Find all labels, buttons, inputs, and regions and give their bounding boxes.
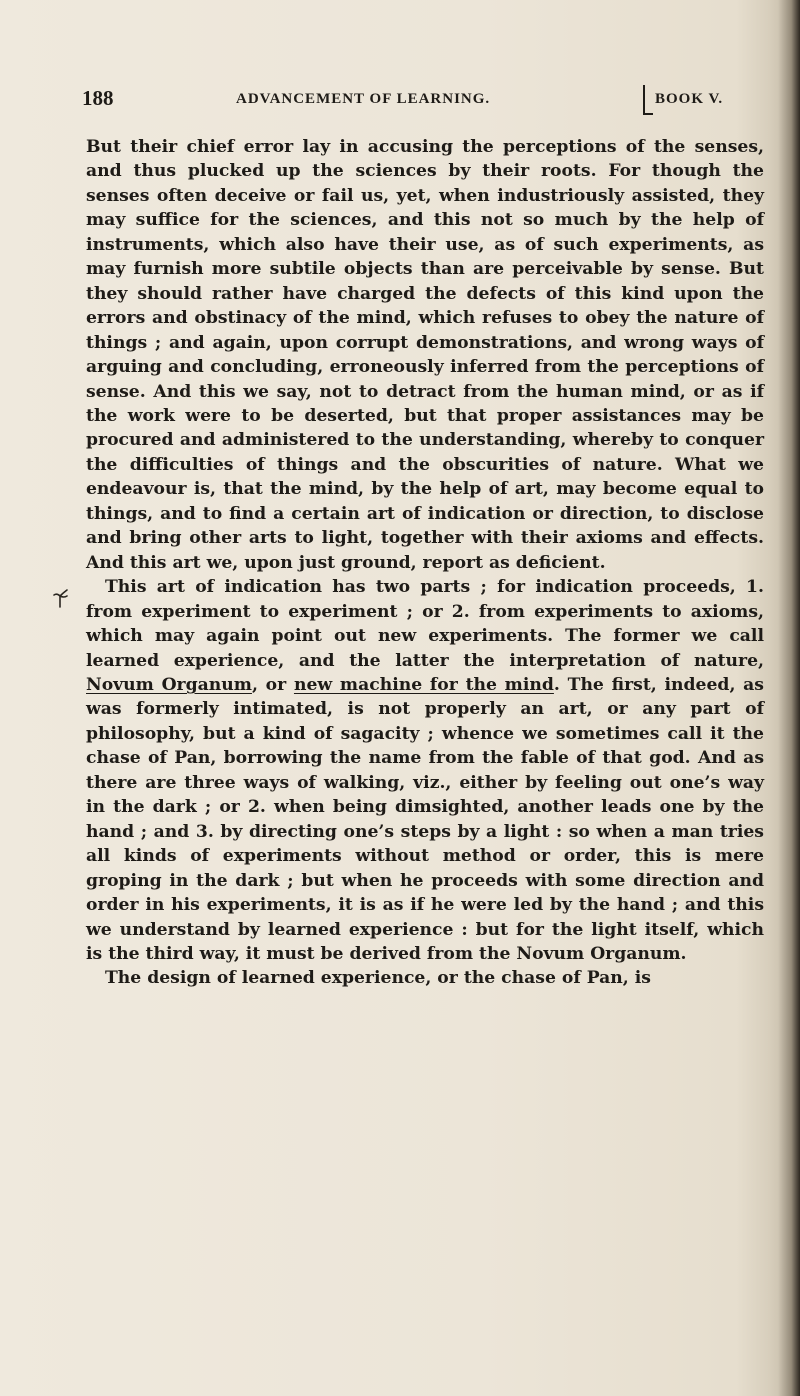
paragraph-3: The design of learned experience, or the chase of Pan, is <box>105 968 651 989</box>
running-title: ADVANCEMENT OF LEARNING. <box>236 91 491 107</box>
paragraph-2-start: This art of indication has two parts ; for indication proceeds, 1. from experiment to experiment ; or 2. from experiments to axioms, which may again point out new experiments. The former we call learned experience, and the latter the interpretation of nature, <box>86 577 764 671</box>
page-number: 188 <box>82 86 114 110</box>
new-machine-underlined: new machine for the mind <box>293 674 554 695</box>
paragraph-2-join: , or <box>251 674 294 695</box>
body-text <box>86 135 764 991</box>
paragraph-1: But their chief error lay in accusing the perceptions of the senses, and thus plucked up the sciences by their roots. For though the senses often deceive or fail us, yet, when industriously assisted, they may suffice for the sciences, and this not so much by the help of instruments, which also have their use, as of such experiments, as may furnish more subtile objects than are perceivable by sense. But they should rather have charged the defects of this kind upon the errors and obstinacy of the mind, which refuses to obey the nature of things ; and again, upon corrupt demonstrations, and wrong ways of arguing and concluding, erroneously inferred from the perceptions of sense. And this we say, not to detract from the human mind, or as if the work were to be deserted, but that proper assistances may be procured and administered to the understanding, whereby to conquer the difficulties of things and the obscurities of nature. What we endeavour is, that the mind, by the help of art, may become equal to things, and to find a certain art of indication or direction, to disclose and bring other arts to light, together with their axioms and effects. And this art we, upon just ground, report as deficient. <box>86 137 764 573</box>
paragraph-2-rest: . The first, indeed, as was formerly intimated, is not properly an art, or any part of philosophy, but a kind of sagacity ; whence we sometimes call it the chase of Pan, borrowing the name from the fable of that god. And as there are three ways of walking, viz., either by feeling out one’s way in the dark ; or 2. when being dimsighted, another leads one by the hand ; and 3. by directing one’s steps by a light : so when a man tries all kinds of experiments without method or order, this is mere groping in the dark ; but when he proceeds with some direction and order in his experiments, it is as if he were led by the hand ; and this we understand by learned experience : but for the light itself, which is the third way, it must be derived from the Novum Organum. <box>86 674 764 964</box>
page-edge-shadow <box>778 0 800 1396</box>
marginal-mark-icon <box>52 586 84 610</box>
book-marker-text: BOOK V. <box>655 91 724 107</box>
paragraph-2 <box>86 575 764 966</box>
page-header <box>82 86 768 116</box>
novum-organum-underlined: Novum Organum <box>86 674 252 695</box>
book-marker <box>655 91 723 108</box>
book-bracket <box>643 85 653 115</box>
